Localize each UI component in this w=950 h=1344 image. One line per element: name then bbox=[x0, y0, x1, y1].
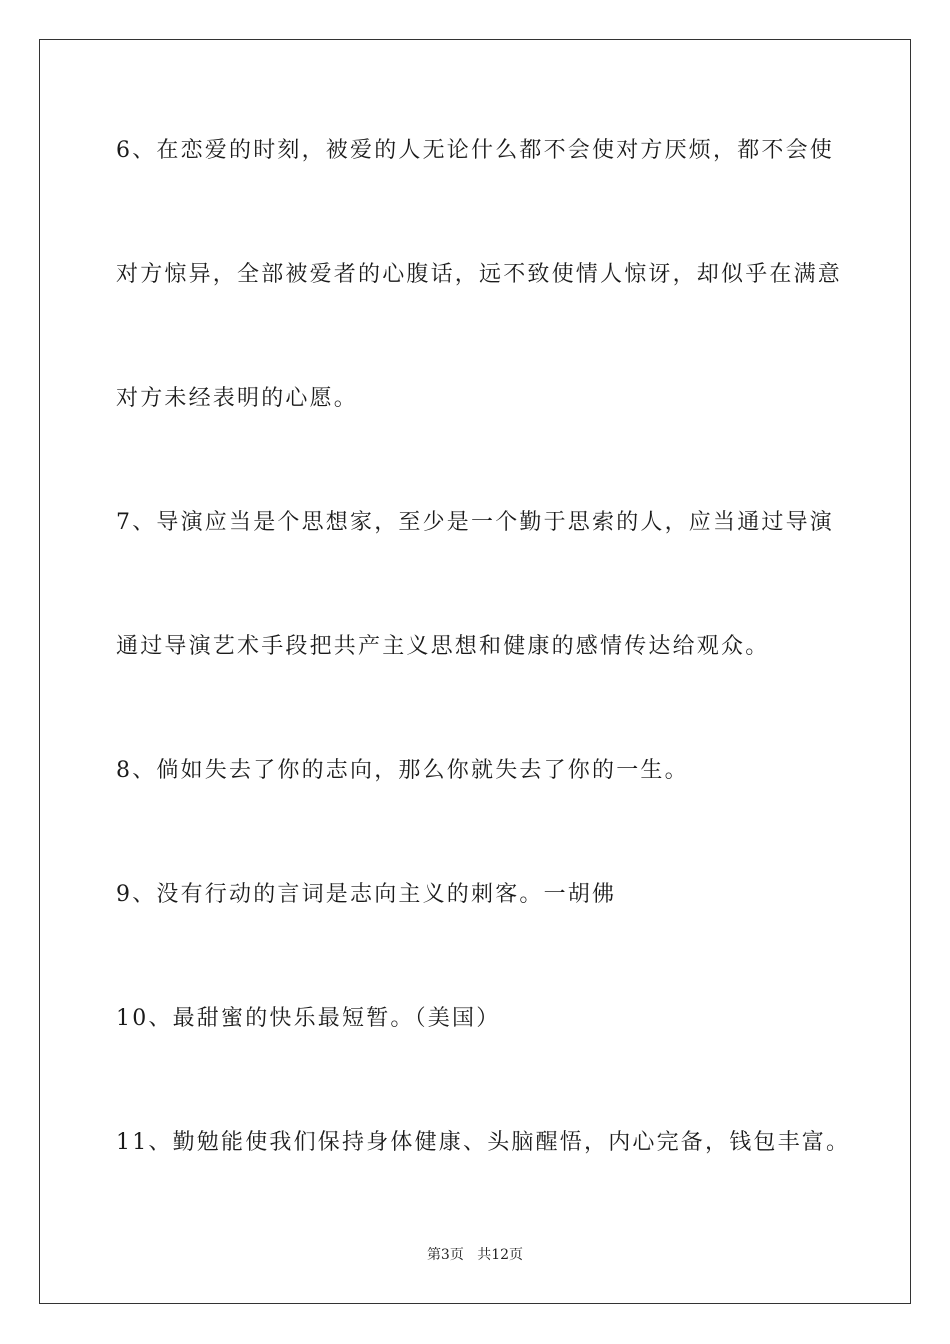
quote-6-line-3: 对方未经表明的心愿。 bbox=[116, 386, 359, 411]
page-total: 共12页 bbox=[477, 1247, 524, 1263]
quote-6-line-1: 6、在恋爱的时刻，被爱的人无论什么都不会使对方厌烦，都不会使 bbox=[116, 138, 834, 163]
page-border bbox=[39, 39, 911, 1304]
quote-7-line-1: 7、导演应当是个思想家，至少是一个勤于思索的人，应当通过导演 bbox=[116, 510, 834, 535]
quote-7-line-2: 通过导演艺术手段把共产主义思想和健康的感情传达给观众。 bbox=[116, 634, 770, 659]
quote-11: 11、勤勉能使我们保持身体健康、头脑醒悟，内心完备，钱包丰富。 bbox=[116, 1130, 851, 1155]
quote-9: 9、没有行动的言词是志向主义的刺客。一胡佛 bbox=[116, 882, 617, 907]
quote-10: 10、最甜蜜的快乐最短暂。（美国） bbox=[116, 1006, 501, 1031]
quote-8: 8、倘如失去了你的志向，那么你就失去了你的一生。 bbox=[116, 758, 689, 783]
quote-6-line-2: 对方惊异，全部被爱者的心腹话，远不致使情人惊讶，却似乎在满意 bbox=[116, 262, 843, 287]
page-footer bbox=[0, 1244, 950, 1264]
page-number: 第3页 bbox=[426, 1247, 464, 1263]
